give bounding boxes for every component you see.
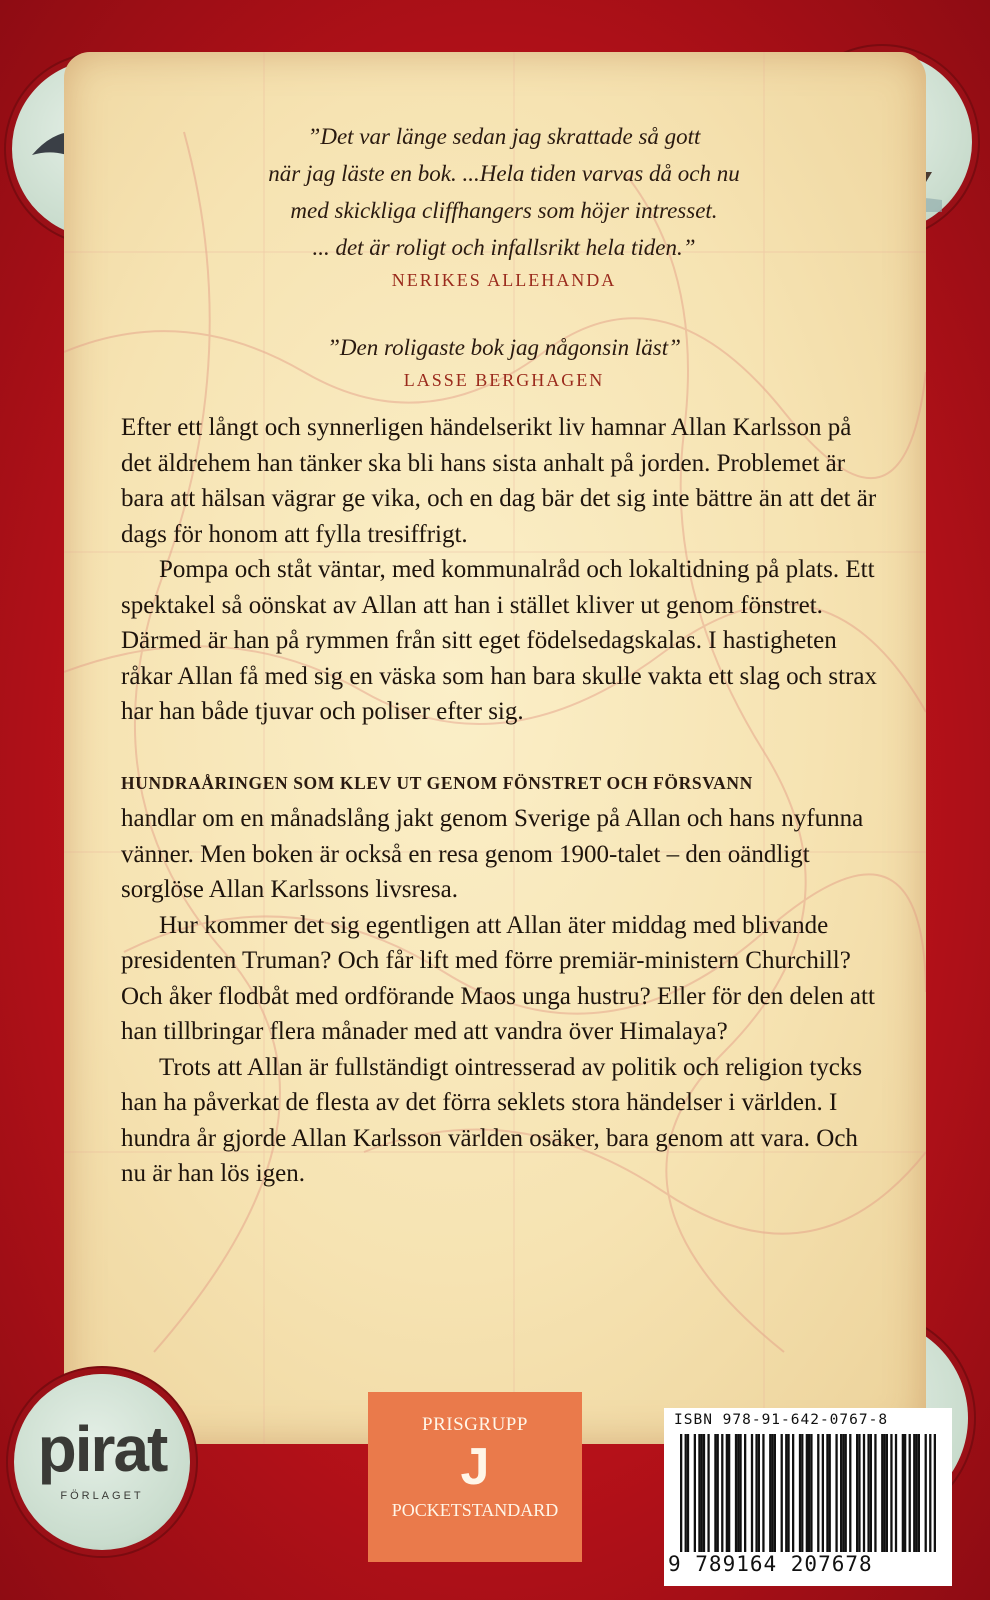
quote-panel [64,52,926,1444]
publisher-sub: FÖRLAGET [60,1490,144,1502]
book-title: HUNDRAÅRINGEN SOM KLEV UT GENOM FÖNSTRET OCH FÖRSVANN [121,772,753,793]
quote-2 [204,329,804,391]
paragraph: Hur kommer det sig egentligen att Allan äter middag med blivande presidenten Truman? Och får lift med förre premiär-ministern Churchill? Och åker flodbåt med ordförande Maos unga hustru? Eller för den delen att han tillbringar flera månader med att vandra över Himalaya? [121,911,875,1045]
price-standard-label: POCKETSTANDARD [391,1500,559,1520]
paragraph: Trots att Allan är fullständigt ointresserad av politik och religion tycks han ha påverkat de flesta av det förra seklets stora händelser i världen. I hundra år gjorde Allan Karlsson världen osäker, bara genom att vara. Och nu är han lös igen. [121,1053,863,1187]
price-group-letter: J [460,1438,490,1496]
quote-line: ... det är roligt och infallsrikt hela tiden.” [312,235,696,260]
paragraph: Pompa och ståt väntar, med kommunalråd och lokaltidning på plats. Ett spektakel så oönskat av Allan att han i stället kliver ut genom fönstret. Därmed är han på rymmen från sitt eget födelsedagskalas. I hastigheten råkar Allan få med sig en väska som han bara skulle vakta ett slag och strax har han både tjuvar och poliser efter sig. [121,556,878,725]
quote-line: med skickliga cliffhangers som höjer intresset. [290,198,718,223]
isbn-label: ISBN 978-91-642-0767-8 [674,1412,889,1428]
isbn-digits: 9 789164 207678 [668,1552,873,1576]
quote-source: LASSE BERGHAGEN [403,370,605,390]
quote-source: NERIKES ALLEHANDA [391,270,617,290]
blurb-text [121,410,881,1192]
quote-line: ”Den roligaste bok jag någonsin läst” [327,335,681,360]
quote-1 [204,118,804,291]
quote-line: ”Det var länge sedan jag skrattade så gott [307,124,701,149]
review-quotes [204,118,804,391]
isbn-barcode [664,1408,952,1586]
price-group-label: PRISGRUPP [422,1414,528,1435]
publisher-name: pirat [37,1413,167,1485]
quote-line: när jag läste en bok. ...Hela tiden varvas då och nu [268,161,740,186]
paragraph-text: handlar om en månadslång jakt genom Sverige på Allan och hans nyfunna vänner. Men boken är också en resa genom 1900-talet – den oändligt sorglöse Allan Karlssons livsresa. [121,805,864,903]
price-group-badge [368,1392,582,1562]
paragraph [121,764,881,908]
publisher-logo [14,1374,190,1550]
barcode-bars [680,1434,936,1552]
paragraph: Efter ett långt och synnerligen händelserikt liv hamnar Allan Karlsson på det äldrehem han tänker ska bli hans sista anhalt på jorden. Problemet är bara att hälsan vägrar ge vika, och en dag bär det sig inte bättre än att det är dags för honom att fylla tresiffrigt. [121,414,877,548]
